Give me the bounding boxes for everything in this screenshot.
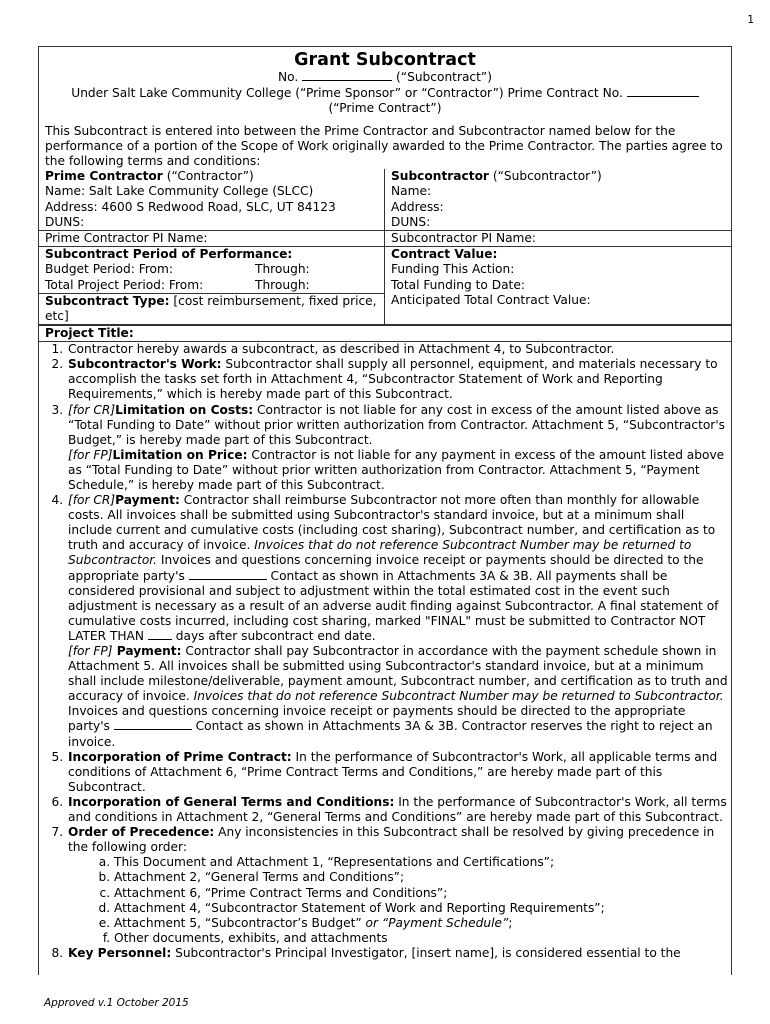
list-item: a. This Document and Attachment 1, “Representations and Certifications”; — [114, 855, 731, 870]
list-item: 4. [for CR]Payment: Contractor shall reimburse Subcontractor not more often than monthly for allowable costs. All invoices shall be submitted using Subcontractor's standard invoice, but at a minimum shall include current and cumulative costs (including cost sharing), Subcontract number, and certification as to truth and accuracy of invoice. Invoices that do not reference Subcontract Number may be returned to Subcontractor. Invoices and questions concerning invoice receipt or payments should be directed to the appropriate party's Contact as shown in Attachments 3A & 3B. All payments shall be considered provisional and subject to adjustment within the total estimated cost in the event such adjustment is necessary as a result of an adverse audit finding against Subcontractor. A final statement of cumulative costs incurred, including cost sharing, marked "FINAL" must be submitted to Contractor NOT LATER THAN days after subcontract end date. [for FP] Payment: Contractor shall pay Subcontractor in accordance with the payment schedule shown in Attachment 5. All invoices shall be submitted using Subcontractor's standard invoice, but at a minimum shall include milestone/deliverable, payment amount, Subcontract number, and certification as to truth and accuracy of invoice. Invoices that do not reference Subcontract Number may be returned to Subcontractor. Invoices and questions concerning invoice receipt or payments should be directed to the appropriate party's Contact as shown in Attachments 3A & 3B. Contractor reserves the right to reject an invoice. — [67, 493, 731, 750]
footer-version: Approved v.1 October 2015 — [44, 997, 189, 1009]
list-item: b. Attachment 2, “General Terms and Conditions”; — [114, 870, 731, 885]
intro-paragraph: This Subcontract is entered into between the Prime Contractor and Subcontractor named below for the performance of a portion of the Scope of Work originally awarded to the Prime Contractor. The parties agree to the following terms and conditions: — [45, 123, 723, 168]
prime-contract-alias: (“Prime Contract”) — [328, 101, 442, 115]
document-title: Grant Subcontract — [294, 50, 476, 70]
precedence-list — [68, 855, 731, 946]
list-item: 7. Order of Precedence: Any inconsistencies in this Subcontract shall be resolved by giving precedence in the following order: a. This Document and Attachment 1, “Representations and Certifications”; b. Attachment 2, “General Terms and Conditions”; c. Attachment 6, “Prime Contract Terms and Conditions”; d. Attachment 4, “Subcontractor Statement of Work and Reporting Requirements”; e. Attachment 5, “Subcontractor’s Budget” or “Payment Schedule”; f. Other documents, exhibits, and attachments — [67, 825, 731, 946]
sub-pi-cell: Subcontractor PI Name: — [385, 230, 732, 246]
list-item: f. Other documents, exhibits, and attachments — [114, 931, 731, 946]
list-item: 1. Contractor hereby awards a subcontract, as described in Attachment 4, to Subcontractor. — [67, 342, 731, 357]
list-item: 8. Key Personnel: Subcontractor's Principal Investigator, [insert name], is considered essential to the — [67, 946, 731, 961]
subcontract-number-line: No. (“Subcontract”) — [278, 70, 492, 84]
prime-contract-number-blank — [627, 86, 699, 97]
subcontract-type: Subcontract Type: [cost reimbursement, fixed price, etc] — [39, 293, 384, 324]
list-item: 6. Incorporation of General Terms and Conditions: In the performance of Subcontractor's Work, all terms and conditions in Attachment 2, “General Terms and Conditions” are hereby made part of this Subcontract. — [67, 795, 731, 825]
list-item: c. Attachment 6, “Prime Contract Terms and Conditions”; — [114, 886, 731, 901]
list-item: 2. Subcontractor's Work: Subcontractor shall supply all personnel, equipment, and materials necessary to accomplish the tasks set forth in Attachment 4, “Subcontractor Statement of Work and Reporting Requirements,” which is hereby made part of this Subcontract. — [67, 357, 731, 402]
subcontractor-cell: Subcontractor (“Subcontractor”) Name: Address: DUNS: — [385, 169, 732, 230]
period-cell: Subcontract Period of Performance: Budget Period: From: Through: Total Project Period: From: Through: Subcontract Type: [cost reimbursement, fixed price, etc] — [39, 247, 385, 325]
subcontract-form — [38, 46, 732, 975]
page-number: 1 — [747, 14, 754, 26]
list-item: 5. Incorporation of Prime Contract: In the performance of Subcontractor's Work, all applicable terms and conditions of Attachment 6, “Prime Contract Terms and Conditions,” are hereby made part of this Subcontract. — [67, 750, 731, 795]
list-item: e. Attachment 5, “Subcontractor’s Budget” or “Payment Schedule”; — [114, 916, 731, 931]
list-item: 3. [for CR]Limitation on Costs: Contractor is not liable for any cost in excess of the amount listed above as “Total Funding to Date” without prior written authorization from Contractor. Attachment 5, “Subcontractor's Budget,” is hereby made part of this Subcontract. [for FP]Limitation on Price: Contractor is not liable for any payment in excess of the amount listed above as “Total Funding to Date” without prior written authorization from Contractor. Attachment 5, “Payment Schedule,” is hereby made part of this Subcontract. — [67, 403, 731, 494]
parties-table — [39, 169, 731, 325]
contract-value-cell: Contract Value: Funding This Action: Total Funding to Date: Anticipated Total Contract Value: — [385, 247, 732, 325]
list-item: d. Attachment 4, “Subcontractor Statement of Work and Reporting Requirements”; — [114, 901, 731, 916]
prime-contractor-cell: Prime Contractor (“Contractor”) Name: Salt Lake Community College (SLCC) Address: 4600 S Redwood Road, SLC, UT 84123 DUNS: — [39, 169, 385, 230]
terms-list — [39, 342, 731, 961]
project-title: Project Title: — [39, 325, 731, 342]
prime-pi-cell: Prime Contractor PI Name: — [39, 230, 385, 246]
prime-contract-line: Under Salt Lake Community College (“Prime Sponsor” or “Contractor”) Prime Contract No. — [39, 86, 731, 102]
subcontract-number-blank — [302, 70, 392, 81]
